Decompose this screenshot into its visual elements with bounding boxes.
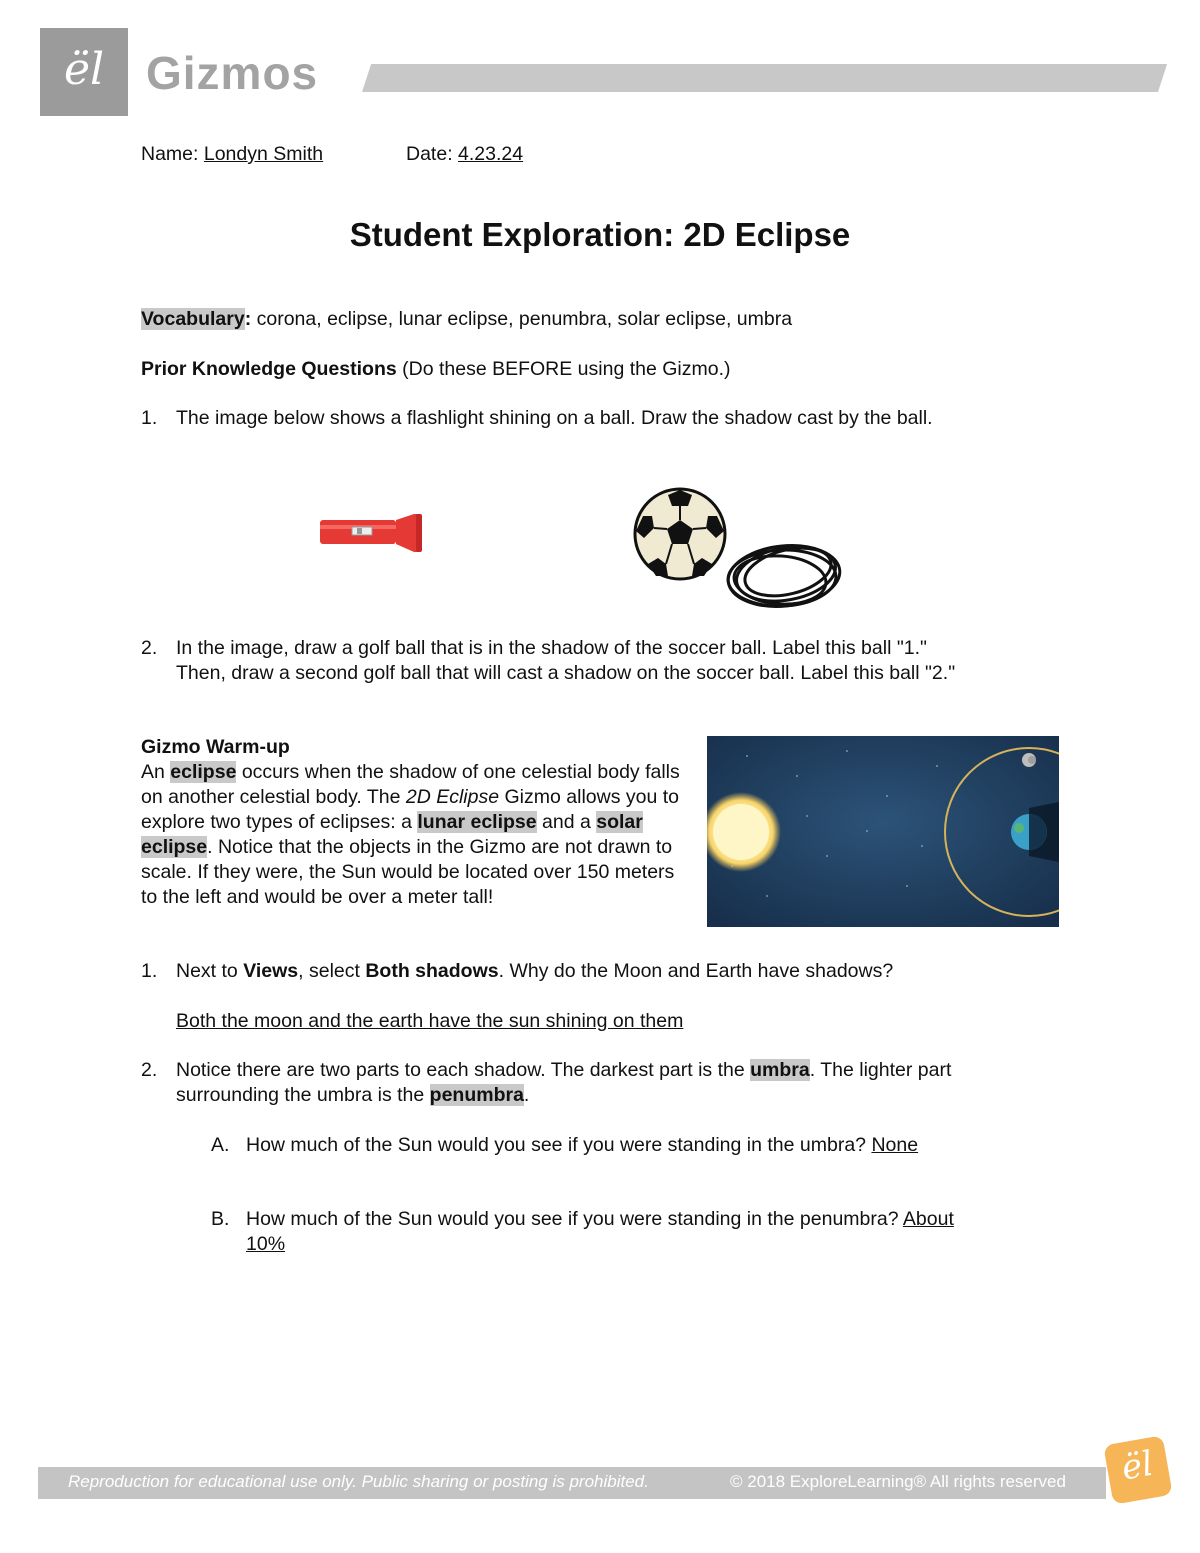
warmup-heading: Gizmo Warm-up: [141, 736, 290, 758]
warmup-text-and: and a: [536, 811, 597, 833]
wq2b-question: How much of the Sun would you see if you were standing in the penumbra?: [246, 1208, 903, 1230]
wq2b-answer-part2: 10%: [246, 1233, 286, 1255]
page-title: Student Exploration: 2D Eclipse: [349, 216, 851, 253]
name-line: [141, 142, 323, 167]
wq2-line1: [176, 1058, 951, 1083]
warmup-text-2: Gizmo allows you to explore two types of eclipses: a: [141, 786, 679, 833]
flashlight-icon: [316, 510, 426, 556]
date-label: Date:: [406, 143, 453, 165]
wq2b-letter: B.: [211, 1208, 230, 1230]
footer-disclaimer: Reproduction for educational use only. Public sharing or posting is prohibited.: [68, 1472, 649, 1491]
q1-number: 1.: [141, 407, 158, 429]
gizmo-name: 2D Eclipse: [405, 786, 500, 808]
name-value: Londyn Smith: [203, 143, 324, 165]
term-umbra: umbra: [750, 1059, 810, 1081]
wq2-text-d: .: [523, 1084, 530, 1106]
vocabulary-line: [141, 307, 792, 332]
vocabulary-terms: corona, eclipse, lunar eclipse, penumbra, solar eclipse, umbra: [251, 308, 793, 330]
warmup-text-3: . Notice that the objects in the Gizmo are not drawn to scale. If they were, the Sun would be located over 150 meters to the left and would be over a meter tall!: [141, 836, 675, 908]
wq2-text-b: . The lighter part: [809, 1059, 952, 1081]
wq1-text-c: . Why do the Moon and Earth have shadows?: [498, 960, 894, 982]
date-line: [406, 142, 523, 167]
wq1-both-shadows: Both shadows: [365, 960, 499, 982]
wq2-number: 2.: [141, 1059, 158, 1081]
wq1-answer: Both the moon and the earth have the sun shining on them: [176, 1010, 684, 1032]
wq2b-answer-part1: About: [902, 1208, 954, 1230]
wq2-text-a: Notice there are two parts to each shadow. The darkest part is the: [176, 1059, 751, 1081]
explorelearning-logo: [40, 28, 128, 116]
wq2a-letter: A.: [211, 1134, 230, 1156]
footer-logo: [1103, 1435, 1173, 1505]
wq2a-answer: None: [871, 1134, 919, 1156]
prior-knowledge-heading: [141, 357, 731, 382]
warmup-text-an: An: [141, 761, 171, 783]
date-value: 4.23.24: [458, 143, 524, 165]
vocabulary-label: Vocabulary: [141, 308, 245, 330]
prior-knowledge-note: (Do these BEFORE using the Gizmo.): [396, 358, 731, 380]
gizmos-brand: Gizmos: [146, 47, 319, 99]
term-solar-eclipse: solar eclipse: [141, 811, 643, 858]
warmup-paragraph: [141, 760, 681, 910]
prior-knowledge-title: Prior Knowledge Questions: [141, 358, 397, 380]
term-penumbra: penumbra: [429, 1084, 524, 1106]
wq2a-question: How much of the Sun would you see if you were standing in the umbra?: [246, 1134, 872, 1156]
wq1-views: Views: [243, 960, 299, 982]
wq2-text-c: surrounding the umbra is the: [176, 1084, 430, 1106]
warmup-section: [141, 735, 681, 910]
eclipse-gizmo-image: [707, 736, 1059, 927]
q2-line1: In the image, draw a golf ball that is in the shadow of the soccer ball. Label this ball "1.": [176, 637, 927, 659]
wq2a-text: [246, 1133, 918, 1158]
wq2b-text: [246, 1207, 954, 1232]
header-bar: [362, 64, 1167, 92]
soccer-ball-icon: [632, 486, 728, 582]
name-label: Name:: [141, 143, 199, 165]
q2-line2: Then, draw a second golf ball that will cast a shadow on the soccer ball. Label this ball "2.": [176, 662, 956, 684]
q1-text: The image below shows a flashlight shining on a ball. Draw the shadow cast by the ball.: [176, 407, 933, 429]
term-eclipse: eclipse: [170, 761, 237, 783]
vocabulary-colon: :: [244, 308, 252, 330]
term-lunar-eclipse: lunar eclipse: [417, 811, 537, 833]
footer-logo-glyph: ël: [1118, 1443, 1157, 1489]
wq2-line2: [176, 1083, 529, 1108]
q2-number: 2.: [141, 637, 158, 659]
warmup-text-1: occurs when the shadow of one celestial body falls on another celestial body. The: [141, 761, 680, 808]
wq1-number: 1.: [141, 960, 158, 982]
footer-copyright: © 2018 ExploreLearning® All rights reserved: [730, 1472, 1066, 1491]
wq1-text-b: , select: [298, 960, 366, 982]
shadow-scribble-icon: [722, 536, 846, 616]
logo-glyph: ël: [63, 44, 105, 95]
wq1-text-a: Next to: [176, 960, 244, 982]
wq1-text: [176, 959, 893, 984]
